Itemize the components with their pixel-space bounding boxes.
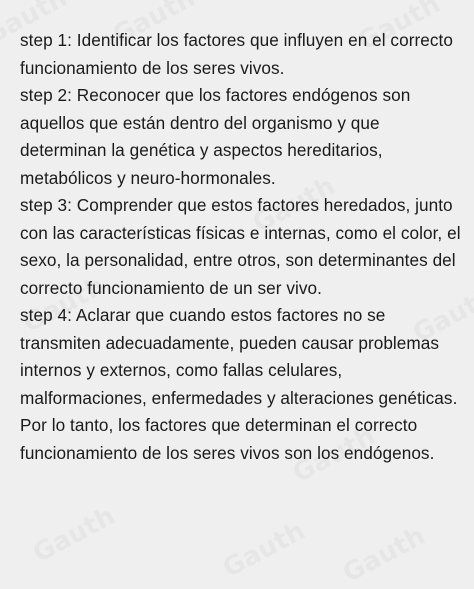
- step-1-text: step 1: Identificar los factores que influyen en el correcto funcionamiento de los seres vivos.: [20, 30, 453, 78]
- step-2-text: step 2: Reconocer que los factores endógenos son aquellos que están dentro del organismo y que determinan la genética y aspectos hereditarios, metabólicos y neuro-hormonales.: [20, 85, 411, 188]
- conclusion-text: Por lo tanto, los factores que determinan el correcto funcionamiento de los seres vivos son los endógenos.: [20, 415, 435, 463]
- watermark-logo: [338, 521, 430, 589]
- watermark-logo: [28, 501, 120, 569]
- watermark-logo: [218, 516, 310, 584]
- solution-text: [20, 27, 465, 467]
- step-3-text: step 3: Comprender que estos factores heredados, junto con las características físicas e internas, como el color, el sexo, la personalidad, entre otros, son determinantes del correcto funcionamiento de un ser vivo.: [20, 195, 461, 298]
- step-4-text: step 4: Aclarar que cuando estos factores no se transmiten adecuadamente, pueden causar problemas internos y externos, como fallas celulares, malformaciones, enfermedades y alteraciones genéticas.: [20, 305, 458, 408]
